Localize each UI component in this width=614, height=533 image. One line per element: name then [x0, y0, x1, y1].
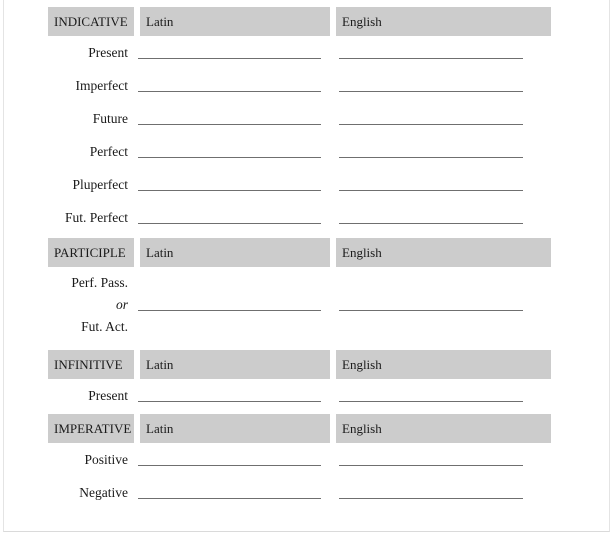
- row-label-or: or: [115, 297, 128, 312]
- english-blank-participle[interactable]: [339, 310, 523, 311]
- english-blank-future[interactable]: [339, 124, 523, 125]
- worksheet-content: [48, 7, 551, 509]
- row-label-perf-pass: Perf. Pass.: [71, 275, 128, 290]
- english-blank-imperfect[interactable]: [339, 91, 523, 92]
- column-header-english: English: [336, 238, 551, 267]
- form-row-positive: [48, 443, 551, 476]
- latin-blank-future[interactable]: [138, 124, 321, 125]
- column-header-english: English: [336, 414, 551, 443]
- english-blank-present[interactable]: [339, 58, 523, 59]
- latin-blank-perfect[interactable]: [138, 157, 321, 158]
- column-header-latin: Latin: [140, 414, 330, 443]
- row-label-pluperfect: Pluperfect: [72, 177, 128, 192]
- form-row-future: [48, 102, 551, 135]
- row-label-present: Present: [88, 45, 128, 60]
- column-header-latin: Latin: [140, 350, 330, 379]
- english-blank-positive[interactable]: [339, 465, 523, 466]
- section-title-imperative: IMPERATIVE: [48, 414, 134, 443]
- latin-blank-negative[interactable]: [138, 498, 321, 499]
- english-blank-pluperfect[interactable]: [339, 190, 523, 191]
- latin-blank-inf-present[interactable]: [138, 401, 321, 402]
- form-row-inf-present: [48, 379, 551, 412]
- row-label-negative: Negative: [79, 485, 128, 500]
- section-imperative: [48, 414, 551, 509]
- column-header-latin: Latin: [140, 7, 330, 36]
- row-label-perfect: Perfect: [89, 144, 128, 159]
- section-participle: [48, 238, 551, 345]
- latin-blank-positive[interactable]: [138, 465, 321, 466]
- row-label-fut-act: Fut. Act.: [81, 319, 128, 334]
- form-row-present: [48, 36, 551, 69]
- form-row-imperfect: [48, 69, 551, 102]
- english-blank-fut-perfect[interactable]: [339, 223, 523, 224]
- form-row-pluperfect: [48, 168, 551, 201]
- column-header-latin: Latin: [140, 238, 330, 267]
- section-infinitive: [48, 350, 551, 412]
- section-indicative: [48, 7, 551, 234]
- latin-blank-pluperfect[interactable]: [138, 190, 321, 191]
- form-row-negative: [48, 476, 551, 509]
- english-blank-negative[interactable]: [339, 498, 523, 499]
- section-header-imperative: [48, 414, 551, 443]
- form-row-fut-perfect: [48, 201, 551, 234]
- row-label-fut-perfect: Fut. Perfect: [65, 210, 128, 225]
- section-header-indicative: [48, 7, 551, 36]
- form-row-perfect: [48, 135, 551, 168]
- latin-blank-fut-perfect[interactable]: [138, 223, 321, 224]
- row-label-inf-present: Present: [88, 388, 128, 403]
- section-title-participle: PARTICIPLE: [48, 238, 134, 267]
- section-header-participle: [48, 238, 551, 267]
- section-title-infinitive: INFINITIVE: [48, 350, 134, 379]
- row-label-future: Future: [92, 111, 128, 126]
- english-blank-inf-present[interactable]: [339, 401, 523, 402]
- column-header-english: English: [336, 350, 551, 379]
- latin-blank-present[interactable]: [138, 58, 321, 59]
- latin-blank-imperfect[interactable]: [138, 91, 321, 92]
- row-label-positive: Positive: [84, 452, 128, 467]
- row-label-participle: [48, 272, 128, 338]
- english-blank-perfect[interactable]: [339, 157, 523, 158]
- section-header-infinitive: [48, 350, 551, 379]
- section-title-indicative: INDICATIVE: [48, 7, 134, 36]
- form-row-participle: [48, 267, 551, 345]
- column-header-english: English: [336, 7, 551, 36]
- row-label-imperfect: Imperfect: [75, 78, 128, 93]
- latin-blank-participle[interactable]: [138, 310, 321, 311]
